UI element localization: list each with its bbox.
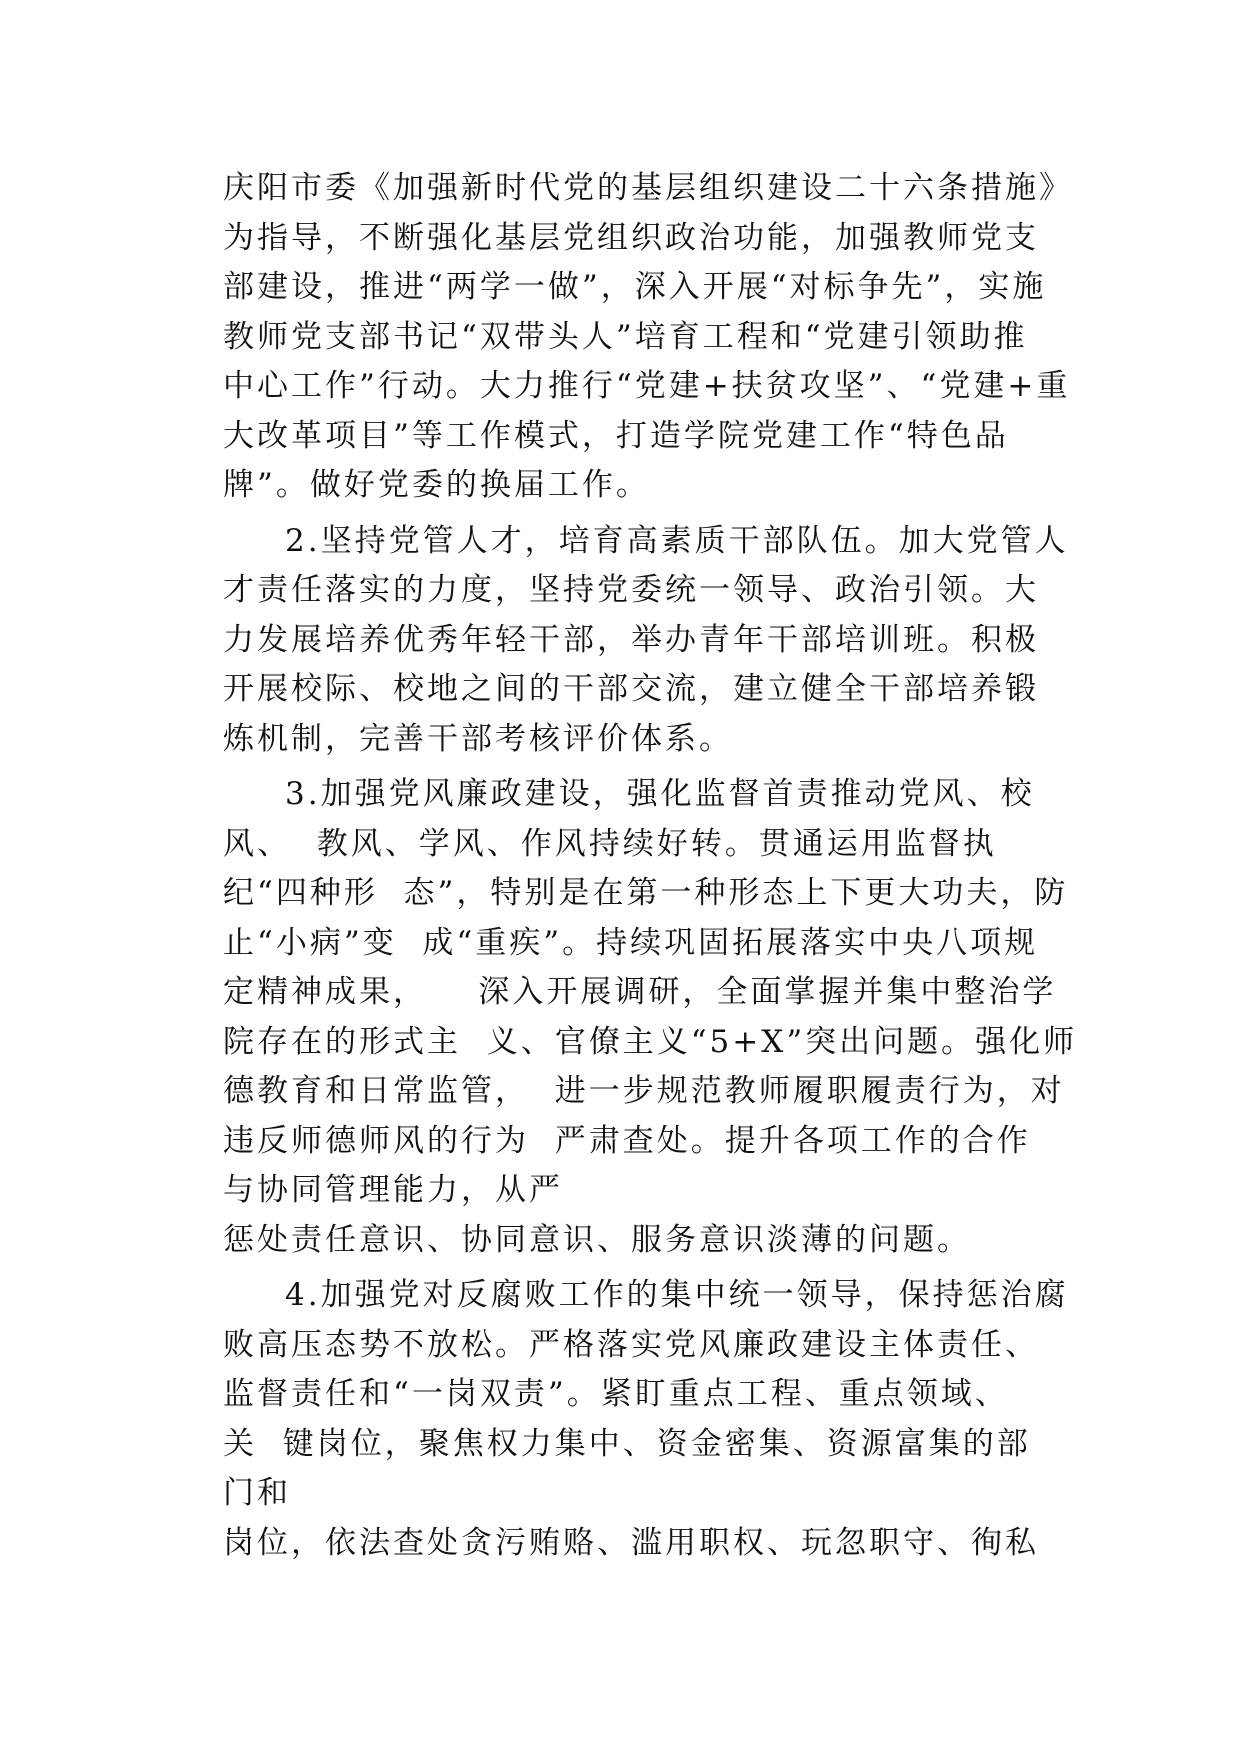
paragraph-1 [223,164,1073,511]
text-line: 止“小病”变 成“重疾”。持续巩固拓展落实中央八项规 [223,924,1039,961]
text-line: 力发展培养优秀年轻干部，举办青年干部培训班。积极 [223,621,1039,658]
text-line: 违反师德师风的行为 严肃查处。提升各项工作的合作 [223,1122,1031,1159]
text-line: 炼机制，完善干部考核评价体系。 [223,720,733,757]
text-line: 败高压态势不放松。严格落实党风廉政建设主体责任、 [223,1326,1039,1363]
text-line: 教师党支部书记“双带头人”培育工程和“党建引领助推 [223,318,1028,355]
text-line: 门和 [223,1475,291,1511]
text-line: 开展校际、校地之间的干部交流，建立健全干部培养锻 [223,671,1039,707]
text-line: 与协同管理能力，从严 [223,1172,563,1208]
text-line: 牌”。做好党委的换届工作。 [223,467,650,503]
text-line: 大改革项目”等工作模式，打造学院党建工作“特色品 [223,417,1009,454]
text-line: 风、 教风、学风、作风持续好转。贯通运用监督执 [223,825,997,862]
paragraph-4 [223,1271,1069,1568]
paragraph-2 [223,517,1069,765]
text-line: 2.坚持党管人才，培育高素质干部队伍。加大党管人 [285,522,1069,559]
text-line: 3.加强党风廉政建设，强化监督首责推动党风、校 [285,776,1035,812]
text-line: 德教育和日常监管， 进一步规范教师履职履责行为，对 [223,1073,1065,1109]
text-line: 惩处责任意识、协同意识、服务意识淡薄的问题。 [223,1221,971,1258]
text-line: 庆阳市委《加强新时代党的基层组织建设二十六条措施》 [223,170,1073,206]
text-line: 纪“四种形 态”，特别是在第一种形态上下更大功夫，防 [223,875,1069,911]
document-body [223,164,1078,1568]
text-line: 才责任落实的力度，坚持党委统一领导、政治引领。大 [223,572,1039,608]
text-line: 监督责任和“一岗双责”。紧盯重点工程、重点领域、 [223,1376,1009,1412]
text-line: 4.加强党对反腐败工作的集中统一领导，保持惩治腐 [285,1277,1069,1313]
text-line: 关 键岗位，聚焦权力集中、资金密集、资源富集的部 [223,1425,1031,1462]
paragraph-3 [223,770,1078,1265]
text-line: 院存在的形式主 义、官僚主义“5+X”突出问题。强化师 [223,1023,1078,1060]
text-line: 中心工作”行动。大力推行“党建+扶贫攻坚”、“党建+重 [223,368,1071,404]
text-line: 定精神成果， 深入开展调研，全面掌握并集中整治学 [223,974,1057,1010]
text-line: 部建设，推进“两学一做”，深入开展“对标争先”，实施 [223,269,1047,305]
text-line: 为指导，不断强化基层党组织政治功能，加强教师党支 [223,219,1039,256]
text-line: 岗位，依法查处贪污贿赂、滥用职权、玩忽职守、徇私 [223,1524,1039,1561]
